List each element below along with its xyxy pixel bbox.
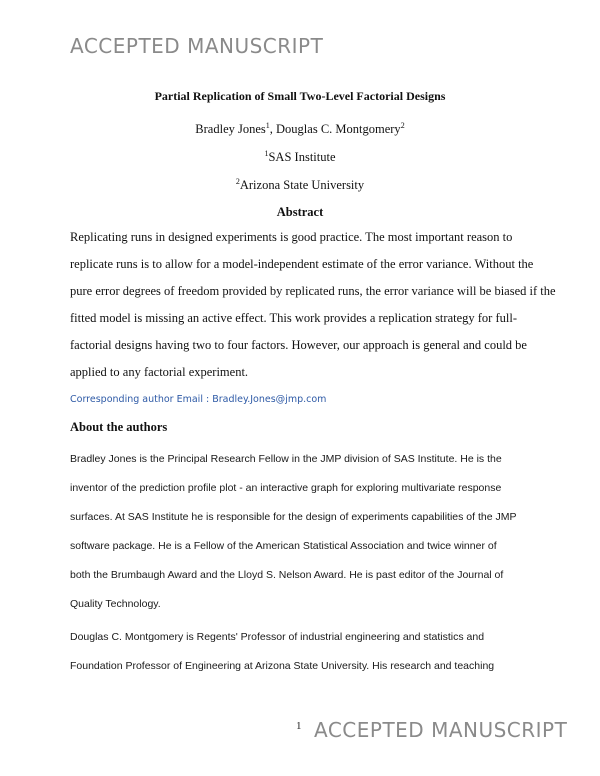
abstract-line: fitted model is missing an active effect. This work provides a replication strategy for full- — [70, 311, 517, 325]
affiliation-2-superscript: 2 — [235, 176, 240, 186]
bio-line: software package. He is a Fellow of the American Statistical Association and twice winner of — [70, 540, 497, 552]
author-line — [0, 122, 600, 137]
author-1-name: Bradley Jones — [195, 122, 266, 136]
bio-line: Quality Technology. — [70, 598, 161, 610]
affiliation-1-superscript: 1 — [264, 148, 269, 158]
bio-line: Bradley Jones is the Principal Research Fellow in the JMP division of SAS Institute. He is the — [70, 453, 502, 465]
bio-douglas-montgomery — [70, 630, 540, 688]
bio-line: surfaces. At SAS Institute he is responsible for the design of experiments capabilities of the JMP — [70, 511, 517, 523]
about-authors-heading: About the authors — [70, 420, 168, 434]
abstract-line: Replicating runs in designed experiments is good practice. The most important reason to — [70, 230, 513, 244]
abstract-line: applied to any factorial experiment. — [70, 365, 249, 379]
corresponding-author-email: Corresponding author Email : Bradley.Jones@jmp.com — [70, 394, 327, 405]
affiliation-1 — [0, 150, 600, 165]
affiliation-2-text: Arizona State University — [239, 178, 365, 192]
paper-title: Partial Replication of Small Two-Level Factorial Designs — [154, 89, 446, 103]
author-2-superscript: 2 — [400, 120, 405, 130]
bio-line: Foundation Professor of Engineering at Arizona State University. His research and teaching — [70, 660, 495, 672]
affiliation-2 — [0, 178, 600, 193]
bio-line: both the Brumbaugh Award and the Lloyd S. Nelson Award. He is past editor of the Journal of — [70, 569, 504, 581]
author-2-name: Douglas C. Montgomery — [276, 122, 401, 136]
accepted-manuscript-watermark-top: ACCEPTED MANUSCRIPT — [70, 34, 324, 58]
bio-line: inventor of the prediction profile plot - an interactive graph for exploring multivariate response — [70, 482, 502, 494]
author-1-superscript: 1 — [265, 120, 270, 130]
bio-bradley-jones — [70, 452, 540, 626]
author-separator: , — [269, 122, 277, 136]
abstract-line: replicate runs is to allow for a model-independent estimate of the error variance. Without the — [70, 257, 534, 271]
abstract-line: pure error degrees of freedom provided by replicated runs, the error variance will be biased if the — [70, 284, 556, 298]
page-number: 1 — [296, 720, 302, 732]
affiliation-1-text: SAS Institute — [268, 150, 336, 164]
accepted-manuscript-watermark-bottom: ACCEPTED MANUSCRIPT — [314, 718, 568, 742]
abstract-heading: Abstract — [276, 205, 324, 219]
abstract-paragraph — [70, 229, 556, 391]
bio-line: Douglas C. Montgomery is Regents' Professor of industrial engineering and statistics and — [70, 631, 485, 643]
abstract-line: factorial designs having two to four factors. However, our approach is general and could be — [70, 338, 527, 352]
